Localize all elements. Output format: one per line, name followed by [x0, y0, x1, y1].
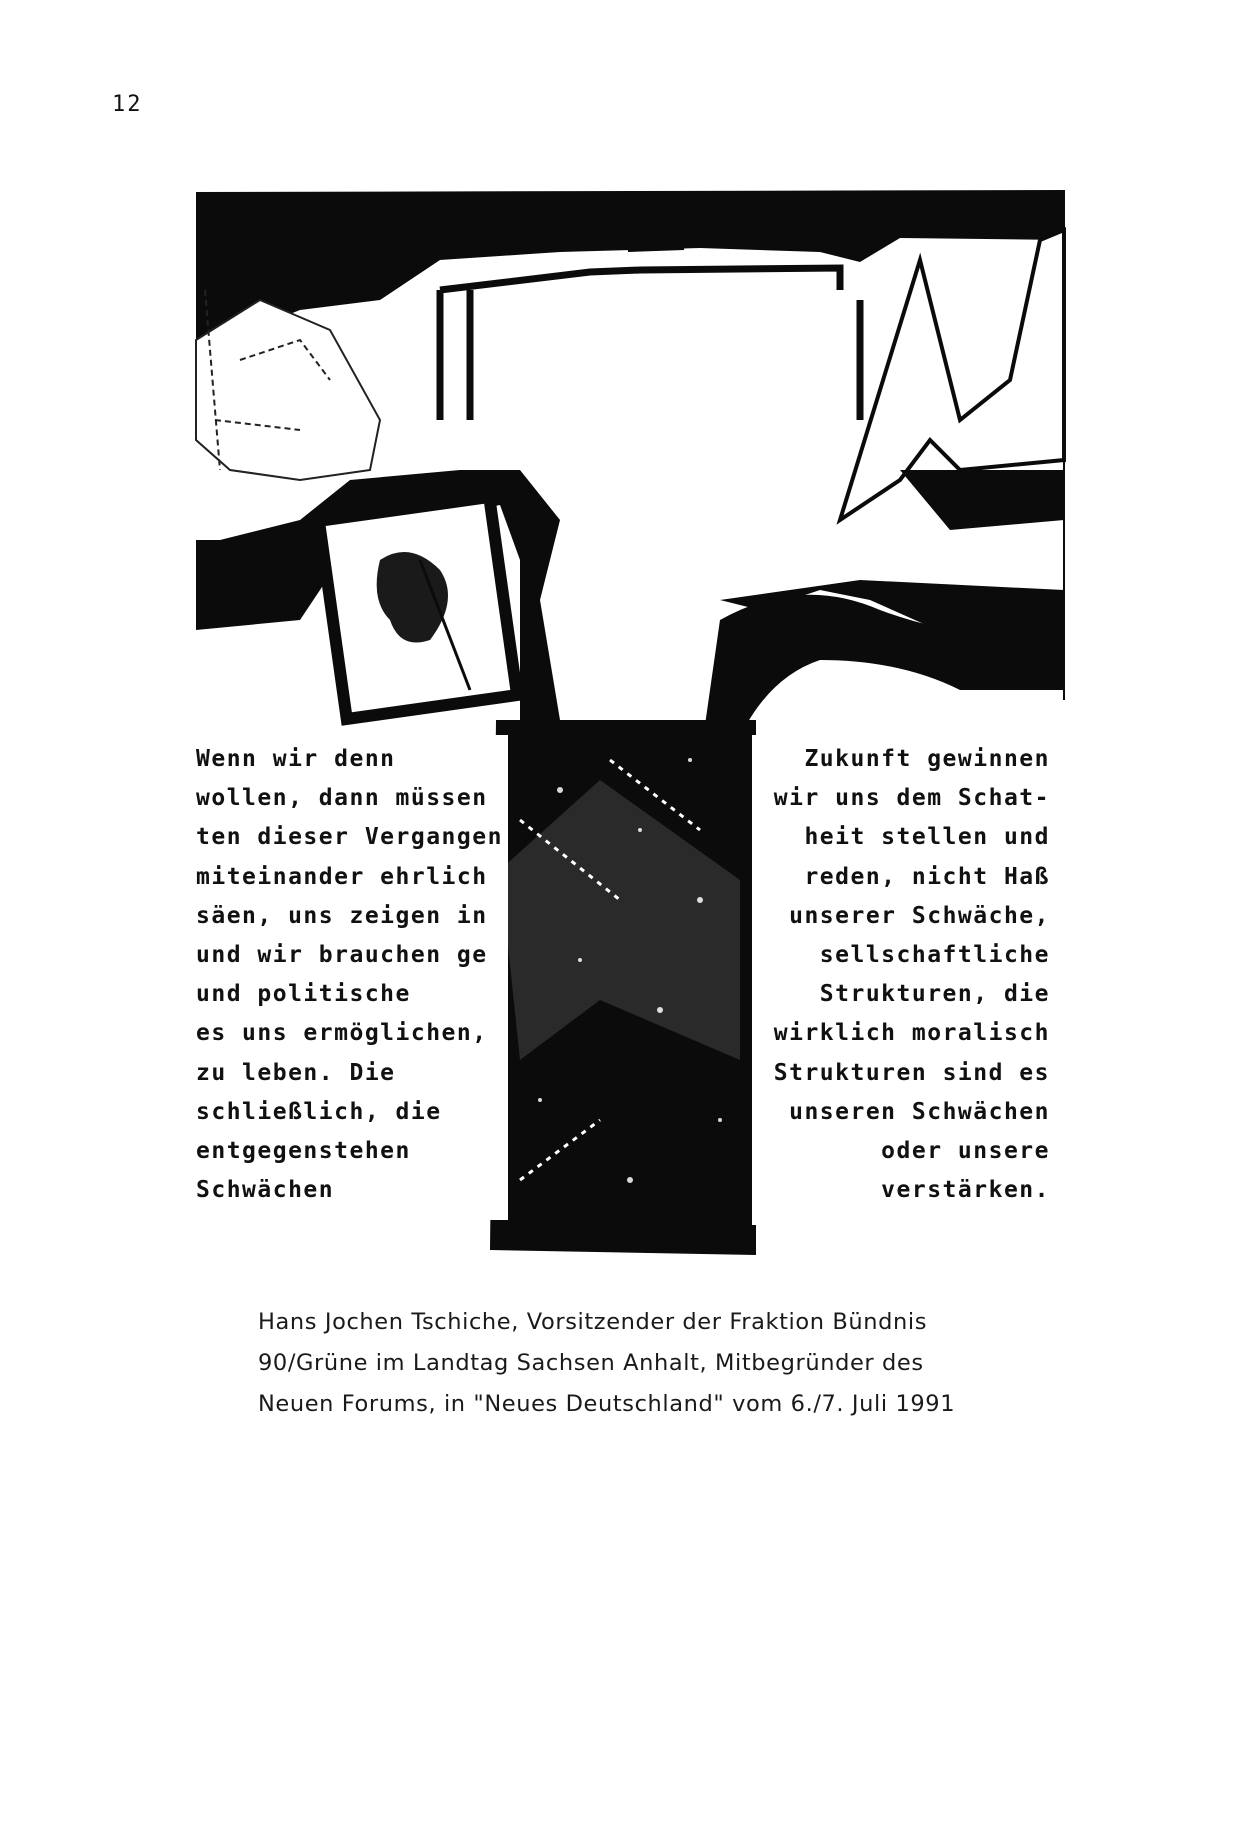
right-line: unserer Schwäche, — [789, 902, 1050, 929]
source-caption — [258, 1302, 955, 1425]
right-line: wir uns dem Schat- — [773, 785, 1050, 812]
left-line: säen, uns zeigen in — [196, 902, 488, 929]
left-line: zu leben. Die — [196, 1059, 396, 1086]
left-line: und wir brauchen ge — [196, 941, 488, 968]
left-line: Wenn wir denn — [196, 746, 396, 772]
right-line: oder unsere — [881, 1137, 1050, 1164]
page-number: 12 — [112, 92, 143, 117]
right-line: heit stellen und — [804, 824, 1050, 851]
left-line: Schwächen — [196, 1177, 335, 1204]
right-line: wirklich moralisch — [773, 1020, 1050, 1047]
left-text-column — [196, 740, 526, 1210]
caption-line: Hans Jochen Tschiche, Vorsitzender der Fraktion Bündnis — [258, 1309, 928, 1335]
left-scene-shadow — [196, 300, 380, 480]
right-line: verstärken. — [881, 1177, 1050, 1204]
right-line: reden, nicht Haß — [804, 863, 1050, 890]
right-line: Zukunft gewinnen — [804, 746, 1050, 772]
left-line: wollen, dann müssen — [196, 785, 488, 812]
left-line: es uns ermöglichen, — [196, 1020, 488, 1047]
left-line: schließlich, die — [196, 1098, 442, 1125]
right-line: sellschaftliche — [819, 941, 1050, 968]
left-line: miteinander ehrlich — [196, 863, 488, 890]
caption-line: Neuen Forums, in "Neues Deutschland" vom 6./7. Juli 1991 — [258, 1391, 956, 1417]
caption-line: 90/Grüne im Landtag Sachsen Anhalt, Mitbegründer des — [258, 1350, 924, 1376]
left-line: entgegenstehen — [196, 1137, 411, 1164]
left-line: und politische — [196, 981, 411, 1008]
right-line: unseren Schwächen — [789, 1098, 1050, 1125]
right-line: Strukturen sind es — [773, 1059, 1050, 1086]
left-line: ten dieser Vergangen — [196, 824, 503, 851]
right-line: Strukturen, die — [819, 981, 1050, 1008]
right-text-column — [760, 740, 1050, 1210]
